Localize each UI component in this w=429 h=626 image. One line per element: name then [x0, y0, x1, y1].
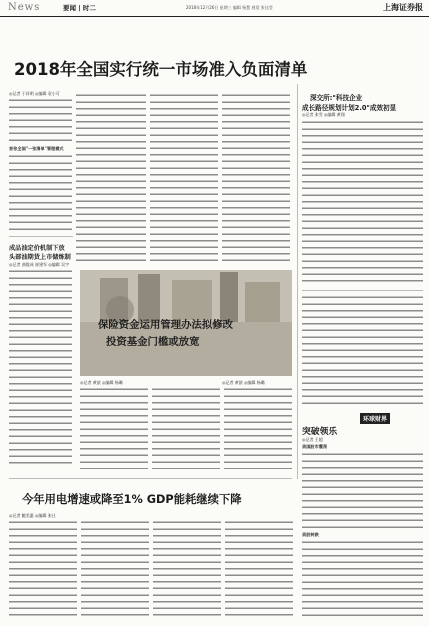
sidebar-section-tag: 环球财界 — [360, 413, 390, 424]
masthead-brand: News — [8, 2, 41, 13]
side-story-headline: 成长路径规划计划2.0"成效初显 — [302, 104, 397, 112]
sidebar-body-1 — [302, 451, 423, 529]
sidebar-byline: ◎记者 王超 — [302, 437, 323, 442]
photo-story-col-3 — [224, 386, 292, 469]
paper-name: 上海证券报 — [383, 2, 423, 12]
sidebar-body-2 — [302, 539, 423, 620]
main-subheading: 首张全国"一张清单"管理模式 — [9, 146, 64, 151]
left-story-body — [9, 268, 72, 468]
bottom-rule — [9, 478, 292, 479]
photo-title-line-1: 保险资金运用管理办法拟修改 — [98, 319, 234, 331]
dateline: 2018年12月26日 星期三 编辑 杨慧 视觉 张佳莹 — [186, 5, 273, 10]
main-byline: ◎记者 于祥明 ◎编辑 袁小可 — [9, 91, 60, 96]
left-story-byline: ◎记者 曲俊成 崔建军 ◎编辑 吴宇 — [9, 262, 70, 267]
main-body-col-1b — [9, 153, 72, 230]
bottom-col-1 — [9, 519, 77, 620]
main-headline: 2018年全国实行统一市场准入负面清单 — [14, 60, 308, 79]
bottom-headline: 今年用电增速或降至1% GDP能耗继续下降 — [22, 493, 242, 506]
photo-byline-right: ◎记者 黄歆 ◎编辑 杨璐 — [222, 380, 265, 385]
bottom-byline: ◎记者 鲍美惠 ◎编辑 张仕 — [9, 513, 56, 518]
left-story-headline-2: 头部油期货上市储炼制 — [9, 254, 71, 261]
main-body-col-3 — [150, 92, 218, 263]
photo-title-line-2: 投资基金门槛或放宽 — [106, 336, 200, 348]
bottom-col-4 — [225, 519, 293, 620]
side-story-kicker: 深交所:"科技企业 — [310, 94, 363, 102]
sidebar-sub-2: 美股转跌 — [302, 532, 319, 537]
masthead — [0, 0, 429, 17]
left-story-headline-1: 成品油定价机制下放 — [9, 245, 65, 252]
column-rule — [297, 84, 298, 479]
sidebar-headline: 突破领乐 — [302, 427, 338, 437]
bottom-col-3 — [153, 519, 221, 620]
sidebar-sub-1: 美国股市震荡 — [302, 444, 328, 449]
side-story-body — [302, 119, 423, 285]
photo-byline-left: ◎记者 黄歆 ◎编辑 杨璐 — [80, 380, 123, 385]
photo-story-col-1 — [80, 386, 148, 469]
photo-banner — [80, 270, 292, 376]
bottom-col-2 — [81, 519, 149, 620]
main-body-col-1 — [9, 97, 72, 143]
section-rule-left — [9, 236, 73, 237]
main-body-col-2 — [76, 92, 146, 263]
side-story-byline: ◎记者 张雪 ◎编辑 黄翔 — [302, 112, 345, 117]
main-body-col-4 — [222, 92, 290, 263]
side-story-body-2 — [302, 294, 423, 409]
photo-story-col-2 — [152, 386, 220, 469]
section-label: 要闻 | 时二 — [63, 4, 96, 12]
sidebar-rule — [302, 290, 423, 291]
